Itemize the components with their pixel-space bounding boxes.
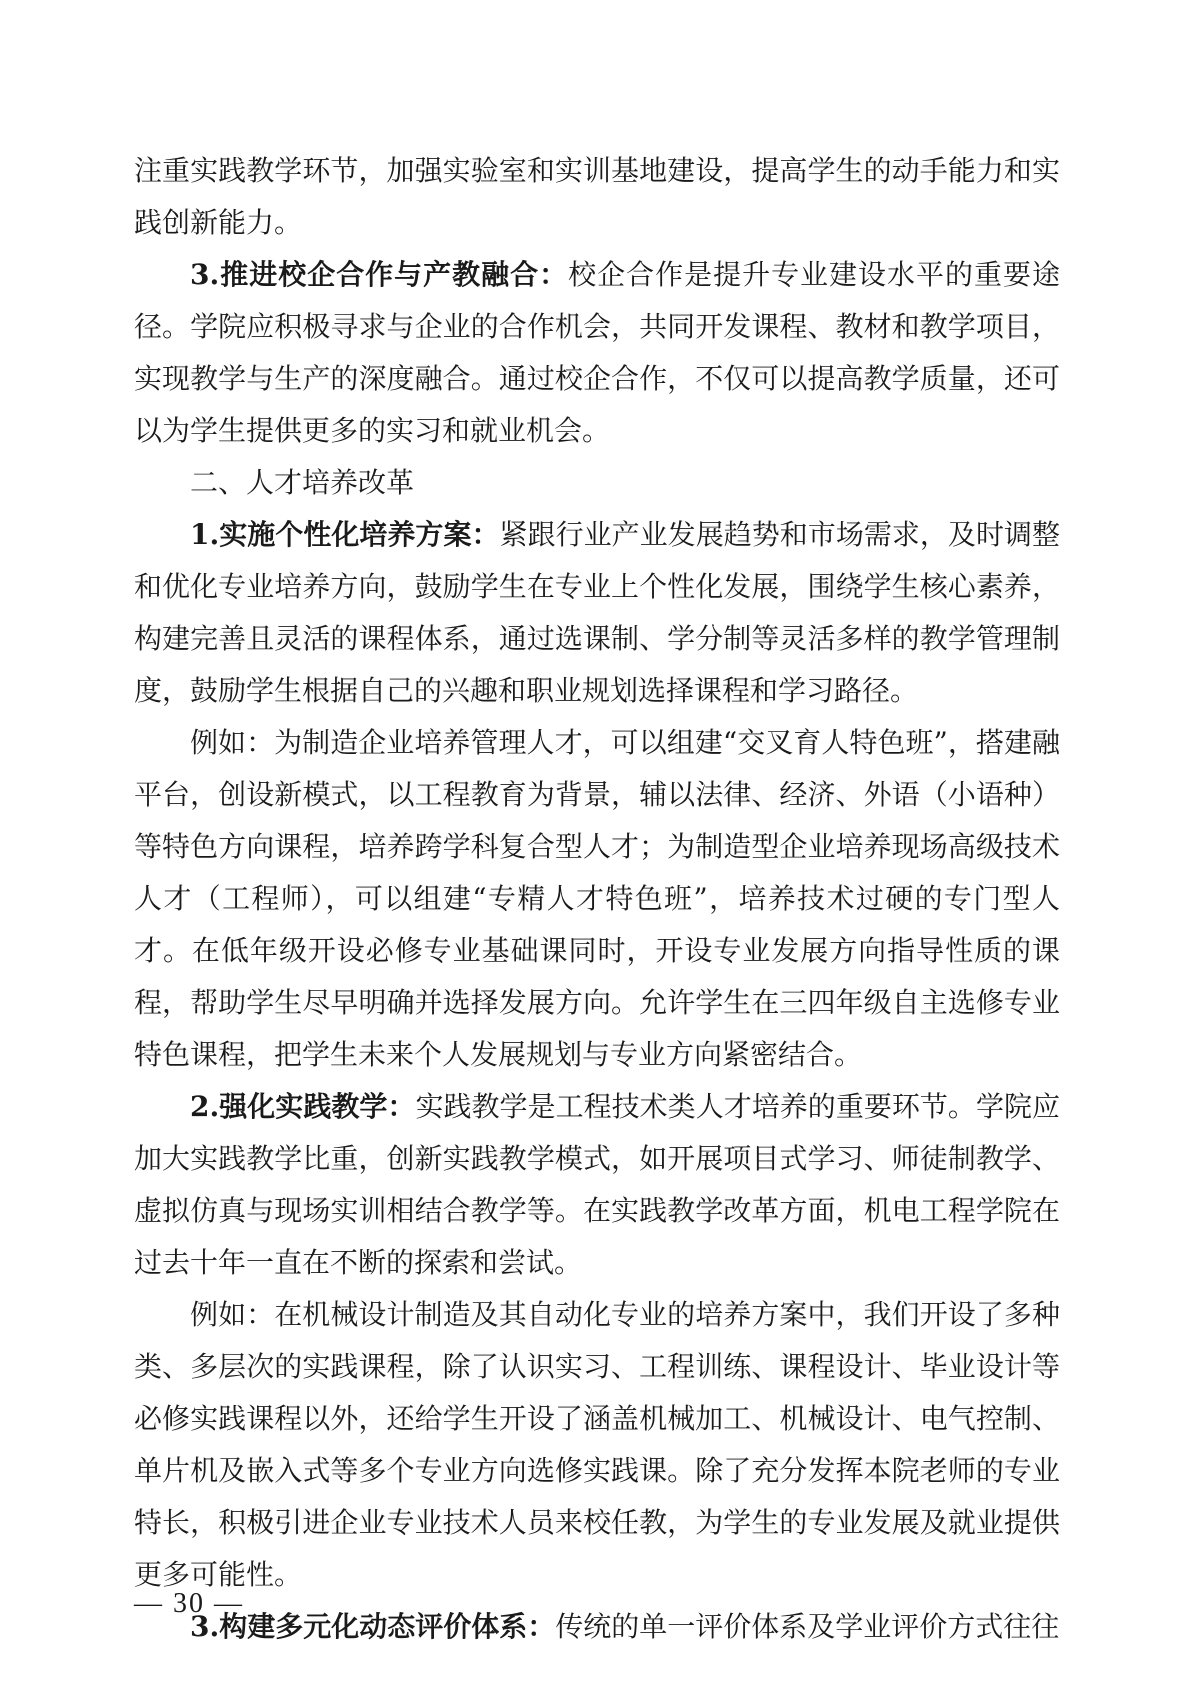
paragraph-text: 注重实践教学环节，加强实验室和实训基地建设，提高学生的动手能力和实践创新能力。 xyxy=(134,154,1060,239)
paragraph-heading: 3.构建多元化动态评价体系： xyxy=(190,1610,556,1643)
paragraph-text: 校企合作是提升专业建设水平的重要途径。学院应积极寻求与企业的合作机会，共同开发课程、教材和教学项目，实现教学与生产的深度融合。通过校企合作，不仅可以提高教学质量，还可以为学生提供更多的实习和就业机会。 xyxy=(134,258,1060,447)
paragraph-text: 实践教学是工程技术类人才培养的重要环节。学院应加大实践教学比重，创新实践教学模式，如开展项目式学习、师徒制教学、虚拟仿真与现场实训相结合教学等。在实践教学改革方面，机电工程学院在过去十年一直在不断的探索和尝试。 xyxy=(134,1090,1060,1279)
paragraph xyxy=(134,145,1060,249)
paragraph xyxy=(134,1601,1060,1653)
paragraph-text: 紧跟行业产业发展趋势和市场需求，及时调整和优化专业培养方向，鼓励学生在专业上个性化发展，围绕学生核心素养，构建完善且灵活的课程体系，通过选课制、学分制等灵活多样的教学管理制度，鼓励学生根据自己的兴趣和职业规划选择课程和学习路径。 xyxy=(134,518,1060,707)
paragraph-text: 传统的单一评价体系及学业评价方式往往 xyxy=(555,1610,1060,1643)
paragraph xyxy=(134,509,1060,717)
page-number: — 30 — xyxy=(134,1588,244,1619)
paragraph xyxy=(134,1289,1060,1601)
section-heading-text: 二、人才培养改革 xyxy=(190,466,415,499)
paragraph xyxy=(134,1081,1060,1289)
paragraph-heading: 2.强化实践教学： xyxy=(190,1090,416,1123)
section-heading xyxy=(134,457,1060,509)
paragraph-heading: 3.推进校企合作与产教融合： xyxy=(190,258,569,291)
paragraph xyxy=(134,717,1060,1081)
paragraph xyxy=(134,249,1060,457)
paragraph-text: 例如：在机械设计制造及其自动化专业的培养方案中，我们开设了多种类、多层次的实践课程，除了认识实习、工程训练、课程设计、毕业设计等必修实践课程以外，还给学生开设了涵盖机械加工、机械设计、电气控制、单片机及嵌入式等多个专业方向选修实践课。除了充分发挥本院老师的专业特长，积极引进企业专业技术人员来校任教，为学生的专业发展及就业提供更多可能性。 xyxy=(134,1298,1060,1591)
paragraph-text: 例如：为制造企业培养管理人才，可以组建“交叉育人特色班”，搭建融平台，创设新模式，以工程教育为背景，辅以法律、经济、外语（小语种）等特色方向课程，培养跨学科复合型人才；为制造型企业培养现场高级技术人才（工程师），可以组建“专精人才特色班”，培养技术过硬的专门型人才。在低年级开设必修专业基础课同时，开设专业发展方向指导性质的课程，帮助学生尽早明确并选择发展方向。允许学生在三四年级自主选修专业特色课程，把学生未来个人发展规划与专业方向紧密结合。 xyxy=(134,726,1060,1071)
body-text xyxy=(134,145,1060,1653)
paragraph-heading: 1.实施个性化培养方案： xyxy=(190,518,500,551)
